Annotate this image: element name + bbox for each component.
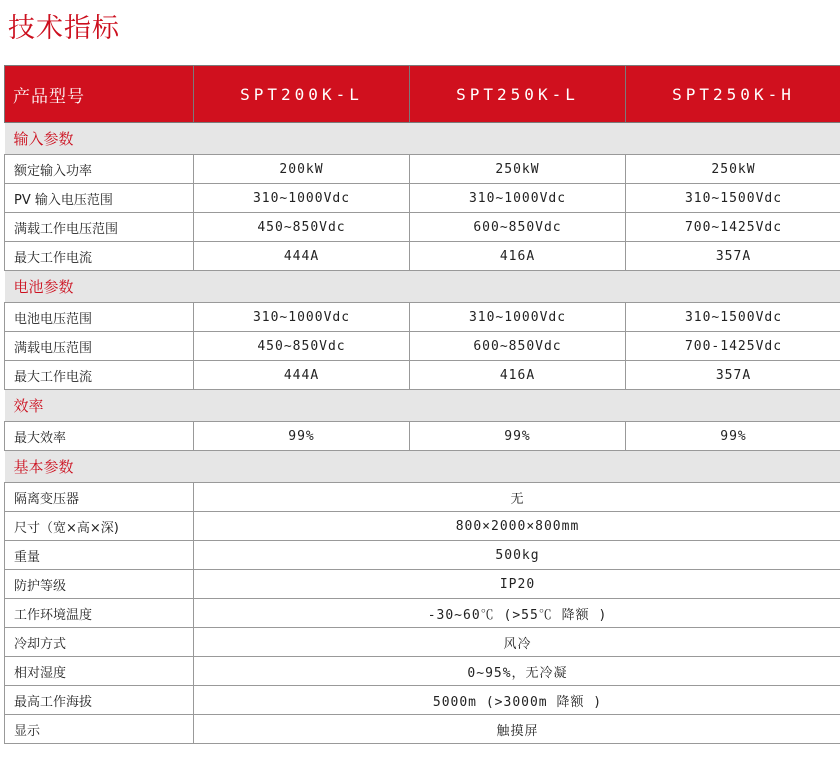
row-label: 隔离变压器	[5, 483, 194, 512]
cell-value: 200kW	[194, 155, 410, 184]
table-row	[5, 715, 840, 744]
table-row	[5, 628, 840, 657]
cell-value: 310~1500Vdc	[626, 184, 840, 213]
cell-value: 416A	[410, 361, 626, 390]
cell-value: 700~1425Vdc	[626, 213, 840, 242]
row-label: 冷却方式	[5, 628, 194, 657]
section-title: 输入参数	[5, 123, 840, 155]
cell-value: 99%	[626, 422, 840, 451]
row-label: 重量	[5, 541, 194, 570]
cell-value: 800×2000×800mm	[194, 512, 840, 541]
row-label: 工作环境温度	[5, 599, 194, 628]
row-label: 尺寸（宽×高×深)	[5, 512, 194, 541]
row-label: 满载工作电压范围	[5, 213, 194, 242]
cell-value: 310~1000Vdc	[194, 303, 410, 332]
cell-value: 357A	[626, 361, 840, 390]
model-column-header: SPT200K-L	[194, 66, 410, 123]
table-row	[5, 361, 840, 390]
row-label: PV 输入电压范围	[5, 184, 194, 213]
section-row	[5, 123, 840, 155]
cell-value: 310~1500Vdc	[626, 303, 840, 332]
cell-value: IP20	[194, 570, 840, 599]
cell-value: 444A	[194, 242, 410, 271]
table-row	[5, 213, 840, 242]
table-row	[5, 657, 840, 686]
row-label: 相对湿度	[5, 657, 194, 686]
table-row	[5, 242, 840, 271]
table-header-row	[5, 66, 840, 123]
cell-value: 310~1000Vdc	[410, 184, 626, 213]
cell-value: 416A	[410, 242, 626, 271]
spec-table	[4, 65, 840, 744]
table-row	[5, 541, 840, 570]
cell-value: 5000m (>3000m 降额 )	[194, 686, 840, 715]
cell-value: 357A	[626, 242, 840, 271]
table-row	[5, 303, 840, 332]
row-label: 电池电压范围	[5, 303, 194, 332]
section-row	[5, 390, 840, 422]
cell-value: 310~1000Vdc	[410, 303, 626, 332]
model-header-label: 产品型号	[5, 66, 194, 123]
row-label: 最大效率	[5, 422, 194, 451]
section-title: 效率	[5, 390, 840, 422]
section-row	[5, 451, 840, 483]
table-row	[5, 483, 840, 512]
row-label: 最高工作海拔	[5, 686, 194, 715]
table-row	[5, 599, 840, 628]
cell-value: 700-1425Vdc	[626, 332, 840, 361]
cell-value: 99%	[410, 422, 626, 451]
row-label: 满载电压范围	[5, 332, 194, 361]
row-label: 最大工作电流	[5, 242, 194, 271]
table-row	[5, 570, 840, 599]
model-column-header: SPT250K-H	[626, 66, 840, 123]
table-row	[5, 686, 840, 715]
section-row	[5, 271, 840, 303]
table-row	[5, 184, 840, 213]
table-row	[5, 155, 840, 184]
cell-value: -30~60℃ (>55℃ 降额 )	[194, 599, 840, 628]
cell-value: 500kg	[194, 541, 840, 570]
cell-value: 600~850Vdc	[410, 332, 626, 361]
section-title: 基本参数	[5, 451, 840, 483]
row-label: 防护等级	[5, 570, 194, 599]
table-row	[5, 422, 840, 451]
row-label: 最大工作电流	[5, 361, 194, 390]
page-title: 技术指标	[8, 13, 120, 44]
cell-value: 444A	[194, 361, 410, 390]
row-label: 显示	[5, 715, 194, 744]
cell-value: 无	[194, 483, 840, 512]
cell-value: 0~95%，无冷凝	[194, 657, 840, 686]
table-row	[5, 512, 840, 541]
cell-value: 310~1000Vdc	[194, 184, 410, 213]
cell-value: 450~850Vdc	[194, 213, 410, 242]
row-label: 额定输入功率	[5, 155, 194, 184]
cell-value: 250kW	[626, 155, 840, 184]
cell-value: 触摸屏	[194, 715, 840, 744]
cell-value: 99%	[194, 422, 410, 451]
section-title: 电池参数	[5, 271, 840, 303]
cell-value: 250kW	[410, 155, 626, 184]
cell-value: 600~850Vdc	[410, 213, 626, 242]
cell-value: 450~850Vdc	[194, 332, 410, 361]
table-row	[5, 332, 840, 361]
model-column-header: SPT250K-L	[410, 66, 626, 123]
cell-value: 风冷	[194, 628, 840, 657]
